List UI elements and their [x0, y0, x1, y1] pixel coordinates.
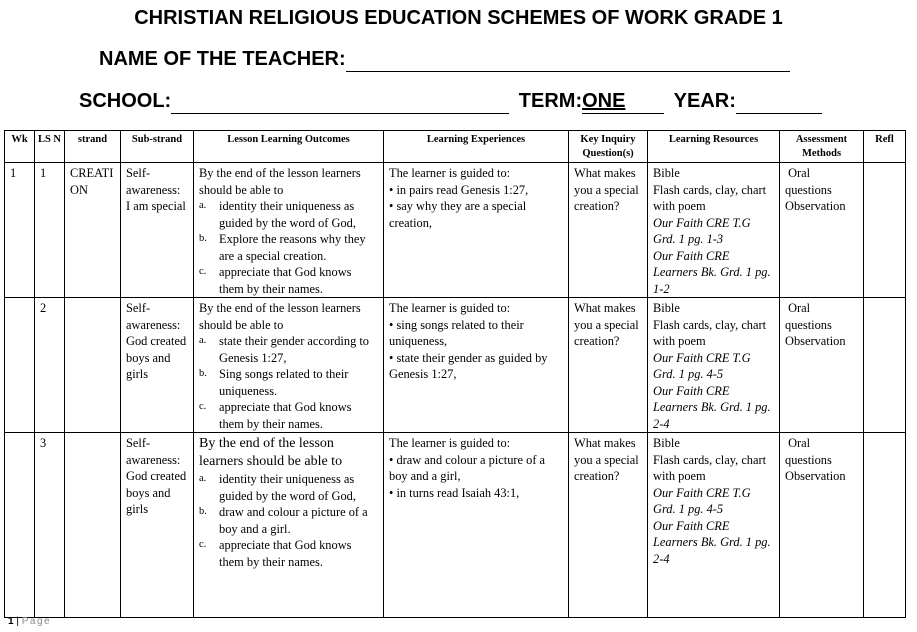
outcome-text: Sing songs related to their uniqueness. [219, 367, 349, 398]
footer-separator: | [16, 616, 19, 627]
resource-item: Bible [653, 301, 680, 315]
col-header-strand: strand [65, 131, 121, 163]
col-header-wk: Wk [5, 131, 35, 163]
assessment-item: Oral questions [785, 301, 832, 332]
term-label: TERM: [518, 90, 583, 112]
resources-cell [648, 298, 780, 433]
outcome-item [199, 366, 379, 399]
term-field[interactable] [582, 90, 664, 114]
outcome-item [199, 198, 379, 231]
substrand-line: God created boys and girls [126, 469, 187, 516]
table-row [5, 163, 906, 298]
strand-cell [65, 163, 121, 298]
assessment-cell [780, 163, 864, 298]
experiences-intro: The learner is guided to: [389, 166, 511, 180]
experience-text: in turns read Isaiah 43:1, [396, 485, 520, 500]
key-inquiry-cell: What makes you a special creation? [569, 298, 648, 433]
term-value: ONE [582, 90, 626, 112]
assessment-item: Observation [785, 334, 846, 348]
resource-book: Our Faith CRE T.G Grd. 1 pg. 4-5 [653, 350, 751, 381]
experience-item: • sing songs related to their uniqueness, [389, 317, 524, 348]
week-cell [5, 298, 35, 433]
experiences-intro: The learner is guided to: [389, 301, 511, 315]
year-blank[interactable] [736, 90, 822, 114]
substrand-line: God created boys and girls [126, 334, 187, 381]
outcomes-cell [194, 433, 384, 618]
page-footer [8, 616, 51, 627]
reflection-cell[interactable] [864, 433, 906, 618]
school-blank[interactable] [171, 90, 509, 114]
outcomes-intro: By the end of the lesson learners should be able to [199, 436, 343, 469]
experience-text: state their gender as guided by Genesis 1:27, [389, 350, 548, 381]
outcome-text: draw and colour a picture of a boy and a girl. [219, 505, 368, 536]
experiences-intro: The learner is guided to: [389, 436, 511, 450]
resource-book: Our Faith CRE T.G Grd. 1 pg. 4-5 [653, 485, 751, 516]
document-title: CHRISTIAN RELIGIOUS EDUCATION SCHEMES OF WORK GRADE 1 [134, 7, 783, 29]
outcome-marker: b. [199, 368, 207, 379]
outcome-text: appreciate that God knows them by their names. [219, 400, 352, 431]
outcomes-intro: By the end of the lesson learners should be able to [199, 166, 361, 197]
teacher-name-line [99, 48, 790, 72]
resource-item: Bible [653, 436, 680, 450]
experience-text: sing songs related to their uniqueness, [389, 317, 524, 348]
col-header-experiences: Learning Experiences [384, 131, 569, 163]
outcome-marker: c. [199, 266, 207, 277]
outcome-marker: a. [199, 200, 207, 211]
resource-book: Our Faith CRE T.G Grd. 1 pg. 1-3 [653, 215, 751, 246]
strand-cell [65, 298, 121, 433]
schemes-table [4, 130, 906, 618]
key-inquiry-cell: What makes you a special creation? [569, 433, 648, 618]
experiences-cell [384, 298, 569, 433]
assessment-cell [780, 298, 864, 433]
outcome-item [199, 504, 379, 537]
lesson-number-cell: 3 [35, 433, 65, 618]
teacher-name-label: NAME OF THE TEACHER: [99, 48, 346, 70]
substrand-line: awareness: [126, 452, 181, 467]
outcome-text: appreciate that God knows them by their names. [219, 265, 352, 296]
outcome-text: identity their uniqueness as guided by the word of God, [219, 472, 356, 503]
outcome-marker: c. [199, 401, 207, 412]
outcome-item [199, 537, 379, 570]
resource-item: Bible [653, 166, 680, 180]
substrand-cell [121, 298, 194, 433]
col-header-resources: Learning Resources [648, 131, 780, 163]
week-cell [5, 433, 35, 618]
col-header-assessment: Assessment Methods [780, 131, 864, 163]
substrand-line: I am special [126, 199, 186, 213]
experience-text: in pairs read Genesis 1:27, [396, 182, 529, 197]
table-header-row [5, 131, 906, 163]
experience-text: say why they are a special creation, [389, 199, 527, 230]
experience-item: • in turns read Isaiah 43:1, [389, 485, 520, 500]
experience-item: • in pairs read Genesis 1:27, [389, 182, 529, 197]
week-cell: 1 [5, 163, 35, 298]
outcome-item [199, 264, 379, 297]
substrand-line: Self- [126, 301, 151, 315]
strand-text: CREATION [70, 166, 114, 197]
outcomes-intro: By the end of the lesson learners should be able to [199, 301, 361, 332]
page-number: 1 [8, 616, 14, 627]
lesson-number-cell: 2 [35, 298, 65, 433]
outcome-marker: a. [199, 335, 207, 346]
resource-item: Flash cards, clay, chart with poem [653, 452, 767, 483]
experience-item: • say why they are a special creation, [389, 199, 527, 230]
outcome-text: state their gender according to Genesis 1:27, [219, 334, 370, 365]
lesson-number-cell: 1 [35, 163, 65, 298]
outcomes-cell [194, 163, 384, 298]
resource-book: Our Faith CRE Learners Bk. Grd. 1 pg. 1-2 [653, 248, 771, 296]
outcome-marker: b. [199, 233, 207, 244]
table-row [5, 298, 906, 433]
resource-item: Flash cards, clay, chart with poem [653, 182, 767, 213]
col-header-reflection: Refl [864, 131, 906, 163]
assessment-cell [780, 433, 864, 618]
resources-cell [648, 163, 780, 298]
assessment-item: Oral questions [785, 436, 832, 467]
strand-cell [65, 433, 121, 618]
resource-book: Our Faith CRE Learners Bk. Grd. 1 pg. 2-4 [653, 518, 771, 566]
assessment-item: Observation [785, 469, 846, 483]
col-header-kiq: Key Inquiry Question(s) [569, 131, 648, 163]
substrand-line: Self- [126, 166, 151, 180]
substrand-line: awareness: [126, 182, 181, 197]
outcome-marker: b. [199, 506, 207, 517]
col-header-lsn: LS N [35, 131, 65, 163]
experiences-cell [384, 433, 569, 618]
reflection-cell[interactable] [864, 298, 906, 433]
page-label: Page [21, 616, 52, 627]
experiences-cell [384, 163, 569, 298]
key-inquiry-cell: What makes you a special creation? [569, 163, 648, 298]
outcome-item [199, 471, 379, 504]
resource-item: Flash cards, clay, chart with poem [653, 317, 767, 348]
reflection-cell[interactable] [864, 163, 906, 298]
school-term-year-line [79, 90, 822, 114]
outcome-item [199, 231, 379, 264]
resources-cell [648, 433, 780, 618]
outcomes-cell [194, 298, 384, 433]
col-header-substrand: Sub-strand [121, 131, 194, 163]
outcome-marker: a. [199, 473, 207, 484]
assessment-item: Oral questions [785, 166, 832, 197]
outcome-item [199, 399, 379, 432]
outcome-marker: c. [199, 539, 207, 550]
experience-item: • state their gender as guided by Genesis 1:27, [389, 350, 548, 381]
outcome-text: Explore the reasons why they are a special creation. [219, 232, 366, 263]
teacher-name-blank[interactable] [346, 48, 790, 72]
outcome-text: identity their uniqueness as guided by the word of God, [219, 199, 356, 230]
assessment-item: Observation [785, 199, 846, 213]
table-row [5, 433, 906, 618]
substrand-line: awareness: [126, 317, 181, 332]
experience-item: • draw and colour a picture of a boy and a girl, [389, 452, 546, 483]
year-label: YEAR: [673, 90, 736, 112]
col-header-outcomes: Lesson Learning Outcomes [194, 131, 384, 163]
outcome-item [199, 333, 379, 366]
school-label: SCHOOL: [79, 90, 172, 112]
outcome-text: appreciate that God knows them by their names. [219, 538, 352, 569]
substrand-line: Self- [126, 436, 151, 450]
substrand-cell [121, 433, 194, 618]
experience-text: draw and colour a picture of a boy and a girl, [389, 452, 546, 483]
substrand-cell [121, 163, 194, 298]
resource-book: Our Faith CRE Learners Bk. Grd. 1 pg. 2-4 [653, 383, 771, 431]
